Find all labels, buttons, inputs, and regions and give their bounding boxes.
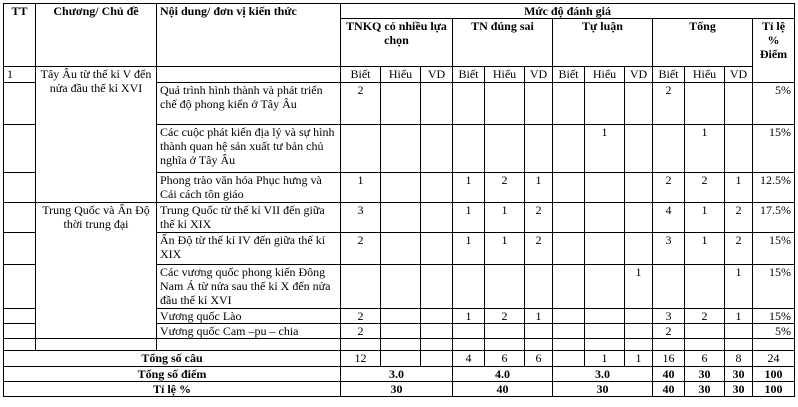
group-tong: Tổng (653, 19, 753, 67)
percent-cell: 12.5% (753, 173, 795, 203)
value-cell: 2 (685, 309, 725, 324)
percent-cell: 17.5% (753, 203, 795, 233)
tt-cell (4, 265, 36, 309)
level-biet: Biết (653, 67, 685, 83)
total-questions-label: Tổng số câu (4, 351, 341, 367)
group-total: 3.0 (553, 367, 653, 382)
percent-cell: 15% (753, 265, 795, 309)
level-vd: VD (421, 67, 453, 83)
value-cell (553, 83, 585, 125)
tong-total: 30 (685, 382, 725, 397)
value-cell: 6 (525, 351, 553, 367)
value-cell: 2 (653, 83, 685, 125)
value-cell (381, 324, 421, 339)
value-cell: 2 (341, 233, 381, 265)
value-cell: 1 (625, 265, 653, 309)
value-cell: 2 (525, 233, 553, 265)
value-cell (553, 203, 585, 233)
value-cell: 2 (525, 203, 553, 233)
total-ratio-label: Tỉ lệ % (4, 382, 341, 397)
percent-cell: 24 (753, 351, 795, 367)
value-cell: 2 (725, 233, 753, 265)
value-cell: 1 (525, 309, 553, 324)
value-cell (585, 309, 625, 324)
value-cell (625, 233, 653, 265)
value-cell (381, 265, 421, 309)
value-cell: 2 (485, 173, 525, 203)
content-cell: Quá trình hình thành và phát triển chế độ phong kiến ở Tây Âu (157, 83, 341, 125)
value-cell (585, 233, 625, 265)
header-content: Nội dung/ đơn vị kiến thức (157, 4, 341, 67)
value-cell (421, 265, 453, 309)
value-cell: 3 (653, 233, 685, 265)
value-cell (381, 125, 421, 173)
value-cell (381, 203, 421, 233)
content-cell: Phong trào văn hóa Phục hưng và Cải cách tôn giáo (157, 173, 341, 203)
value-cell (653, 265, 685, 309)
content-cell: Vương quốc Cam –pu – chia (157, 324, 341, 339)
value-cell: 2 (725, 203, 753, 233)
value-cell (725, 83, 753, 125)
value-cell: 1 (453, 173, 485, 203)
spacer-row (4, 339, 795, 351)
content-cell: Vương quốc Lào (157, 309, 341, 324)
value-cell (421, 173, 453, 203)
total-points-label: Tổng số điểm (4, 367, 341, 382)
value-cell (381, 173, 421, 203)
content-cell: Các vương quốc phong kiến Đông Nam Á từ nửa sau thế kỉ X đến nửa đầu thế kỉ XVI (157, 265, 341, 309)
content-cell (157, 67, 341, 83)
chapter-cell: Tây Âu từ thế kỉ V đến nửa đầu thế kỉ XVI (36, 67, 157, 203)
header-assessment: Mức độ đánh giá (341, 4, 795, 19)
tt-cell: 1 (4, 67, 36, 83)
tt-cell (4, 309, 36, 324)
value-cell: 6 (685, 351, 725, 367)
percent-cell: 5% (753, 83, 795, 125)
value-cell: 1 (485, 203, 525, 233)
value-cell (525, 125, 553, 173)
value-cell (453, 324, 485, 339)
percent-cell: 100 (753, 382, 795, 397)
total-points-row (4, 367, 795, 382)
value-cell: 6 (485, 351, 525, 367)
content-cell: Các cuộc phát kiến địa lý và sự hình thành quan hệ sản xuất tư bản chủ nghĩa ở Tây Âu (157, 125, 341, 173)
level-hieu: Hiểu (685, 67, 725, 83)
value-cell (625, 83, 653, 125)
value-cell (685, 83, 725, 125)
value-cell: 4 (653, 203, 685, 233)
value-cell (685, 324, 725, 339)
value-cell (553, 233, 585, 265)
value-cell (525, 83, 553, 125)
value-cell (485, 324, 525, 339)
level-hieu: Hiểu (485, 67, 525, 83)
value-cell (381, 351, 421, 367)
tt-cell (4, 203, 36, 233)
level-biet: Biết (341, 67, 381, 83)
value-cell (725, 125, 753, 173)
value-cell (553, 309, 585, 324)
tong-total: 30 (725, 382, 753, 397)
header-row-1 (4, 4, 795, 19)
group-ti-le: Tỉ lệ % Điểm (753, 19, 795, 83)
percent-cell: 100 (753, 367, 795, 382)
value-cell (453, 83, 485, 125)
value-cell (725, 324, 753, 339)
percent-cell: 5% (753, 324, 795, 339)
value-cell (553, 265, 585, 309)
chapter-cell: Trung Quốc và Ấn Độ thời trung đại (36, 203, 157, 339)
value-cell (625, 173, 653, 203)
value-cell (625, 125, 653, 173)
value-cell (625, 309, 653, 324)
value-cell (553, 125, 585, 173)
percent-cell: 15% (753, 309, 795, 324)
assessment-matrix-table (3, 3, 795, 397)
tt-cell (4, 125, 36, 173)
value-cell: 1 (453, 233, 485, 265)
value-cell (525, 265, 553, 309)
value-cell: 1 (485, 233, 525, 265)
value-cell: 4 (453, 351, 485, 367)
level-biet: Biết (553, 67, 585, 83)
value-cell: 2 (685, 173, 725, 203)
value-cell: 8 (725, 351, 753, 367)
value-cell (625, 203, 653, 233)
value-cell: 1 (685, 203, 725, 233)
value-cell (585, 203, 625, 233)
value-cell: 12 (341, 351, 381, 367)
value-cell: 1 (341, 173, 381, 203)
content-cell: Ấn Độ từ thế kỉ IV đến giữa thế kỉ XIX (157, 233, 341, 265)
level-hieu: Hiểu (585, 67, 625, 83)
tt-cell (4, 83, 36, 125)
header-chapter: Chương/ Chủ đề (36, 4, 157, 67)
value-cell (421, 351, 453, 367)
value-cell: 2 (341, 324, 381, 339)
value-cell (653, 125, 685, 173)
level-biet: Biết (453, 67, 485, 83)
value-cell (553, 324, 585, 339)
value-cell (685, 265, 725, 309)
level-vd: VD (625, 67, 653, 83)
tt-cell (4, 324, 36, 339)
value-cell (585, 324, 625, 339)
percent-cell: 15% (753, 233, 795, 265)
value-cell: 1 (725, 265, 753, 309)
value-cell: 1 (453, 203, 485, 233)
value-cell: 2 (341, 309, 381, 324)
value-cell (421, 203, 453, 233)
group-tnkq: TNKQ có nhiều lựa chọn (341, 19, 453, 67)
value-cell (525, 324, 553, 339)
group-tn-dung-sai: TN đúng sai (453, 19, 553, 67)
percent-cell: 15% (753, 125, 795, 173)
value-cell (421, 125, 453, 173)
value-cell (421, 233, 453, 265)
tong-total: 40 (653, 367, 685, 382)
value-cell: 2 (485, 309, 525, 324)
group-total: 40 (453, 382, 553, 397)
value-cell: 1 (525, 173, 553, 203)
value-cell: 16 (653, 351, 685, 367)
value-cell: 2 (653, 173, 685, 203)
value-cell (381, 233, 421, 265)
level-vd: VD (525, 67, 553, 83)
value-cell: 1 (725, 173, 753, 203)
value-cell (381, 309, 421, 324)
value-cell (421, 83, 453, 125)
value-cell (381, 83, 421, 125)
group-total: 30 (553, 382, 653, 397)
value-cell (485, 83, 525, 125)
value-cell (585, 83, 625, 125)
value-cell (341, 265, 381, 309)
value-cell (453, 125, 485, 173)
value-cell (421, 324, 453, 339)
value-cell: 3 (653, 309, 685, 324)
header-tt: TT (4, 4, 36, 67)
group-tu-luan: Tự luận (553, 19, 653, 67)
value-cell: 3 (341, 203, 381, 233)
tong-total: 40 (653, 382, 685, 397)
content-cell: Trung Quốc từ thế kỉ VII đến giữa thế kỉ XIX (157, 203, 341, 233)
level-row (4, 67, 795, 83)
value-cell (453, 265, 485, 309)
value-cell: 1 (585, 351, 625, 367)
total-ratio-row (4, 382, 795, 397)
tong-total: 30 (685, 367, 725, 382)
tt-cell (4, 173, 36, 203)
value-cell: 1 (725, 309, 753, 324)
group-total: 3.0 (341, 367, 453, 382)
value-cell: 1 (685, 125, 725, 173)
group-total: 30 (341, 382, 453, 397)
table-row (4, 203, 795, 233)
value-cell (421, 309, 453, 324)
level-vd: VD (725, 67, 753, 83)
value-cell (585, 173, 625, 203)
value-cell (553, 351, 585, 367)
value-cell: 1 (685, 233, 725, 265)
value-cell (625, 324, 653, 339)
value-cell: 2 (341, 83, 381, 125)
tt-cell (4, 233, 36, 265)
value-cell (485, 265, 525, 309)
value-cell: 2 (653, 324, 685, 339)
tong-total: 30 (725, 367, 753, 382)
total-questions-row (4, 351, 795, 367)
value-cell (553, 173, 585, 203)
value-cell: 1 (453, 309, 485, 324)
value-cell: 1 (625, 351, 653, 367)
value-cell (341, 125, 381, 173)
level-hieu: Hiểu (381, 67, 421, 83)
value-cell: 1 (585, 125, 625, 173)
value-cell (585, 265, 625, 309)
value-cell (485, 125, 525, 173)
group-total: 4.0 (453, 367, 553, 382)
